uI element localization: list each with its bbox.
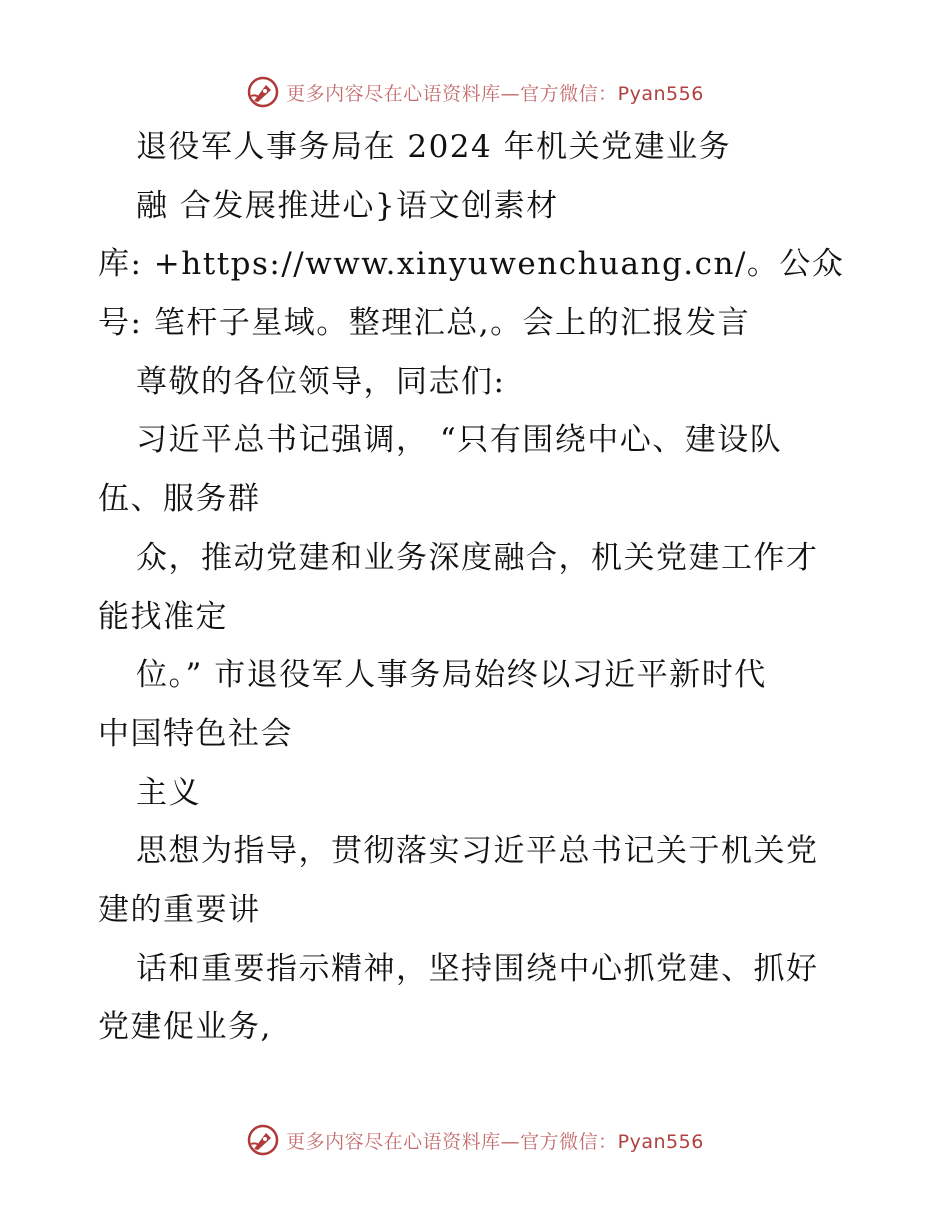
footer-banner-text [286, 1127, 704, 1154]
pen-nib-logo-icon [246, 75, 280, 109]
footer-banner-label: 更多内容尽在心语资料库—官方微信： [286, 1130, 618, 1153]
doc-line: 建的重要讲 [98, 891, 261, 928]
header-banner-label: 更多内容尽在心语资料库—官方微信： [286, 82, 618, 105]
doc-line: 伍、服务群 [98, 481, 261, 518]
doc-line: 习近平总书记强调， “只有围绕中心、建设队 [136, 422, 783, 459]
doc-line: 众，推动党建和业务深度融合，机关党建工作才 [136, 539, 819, 576]
document-body [98, 118, 878, 1057]
doc-line: 位。” 市退役军人事务局始终以习近平新时代 [136, 657, 767, 694]
doc-line: 中国特色社会 [98, 715, 293, 752]
doc-line: 思想为指导，贯彻落实习近平总书记关于机关党 [136, 833, 819, 870]
footer-watermark-banner [0, 1120, 950, 1160]
doc-line: 尊敬的各位领导，同志们: [136, 363, 506, 400]
doc-line: 退役军人事务局在 2024 年机关党建业务 [136, 129, 732, 165]
doc-line: 融 合发展推进心}语文创素材 [136, 187, 559, 224]
header-banner-text [286, 79, 704, 106]
doc-line: 库: +https://www.xinyuwenchuang.cn/。公众 [98, 246, 845, 283]
header-watermark-banner [0, 72, 950, 112]
doc-line: 党建促业务, [98, 1009, 272, 1046]
doc-line: 话和重要指示精神，坚持围绕中心抓党建、抓好 [136, 950, 819, 987]
header-wechat-id: Pyan556 [617, 82, 704, 105]
doc-line: 主义 [136, 774, 201, 811]
doc-line: 能找准定 [98, 598, 228, 635]
doc-line: 号: 笔杆子星域。整理汇总,。会上的汇报发言 [98, 305, 751, 342]
footer-wechat-id: Pyan556 [617, 1130, 704, 1153]
pen-nib-logo-icon [246, 1123, 280, 1157]
